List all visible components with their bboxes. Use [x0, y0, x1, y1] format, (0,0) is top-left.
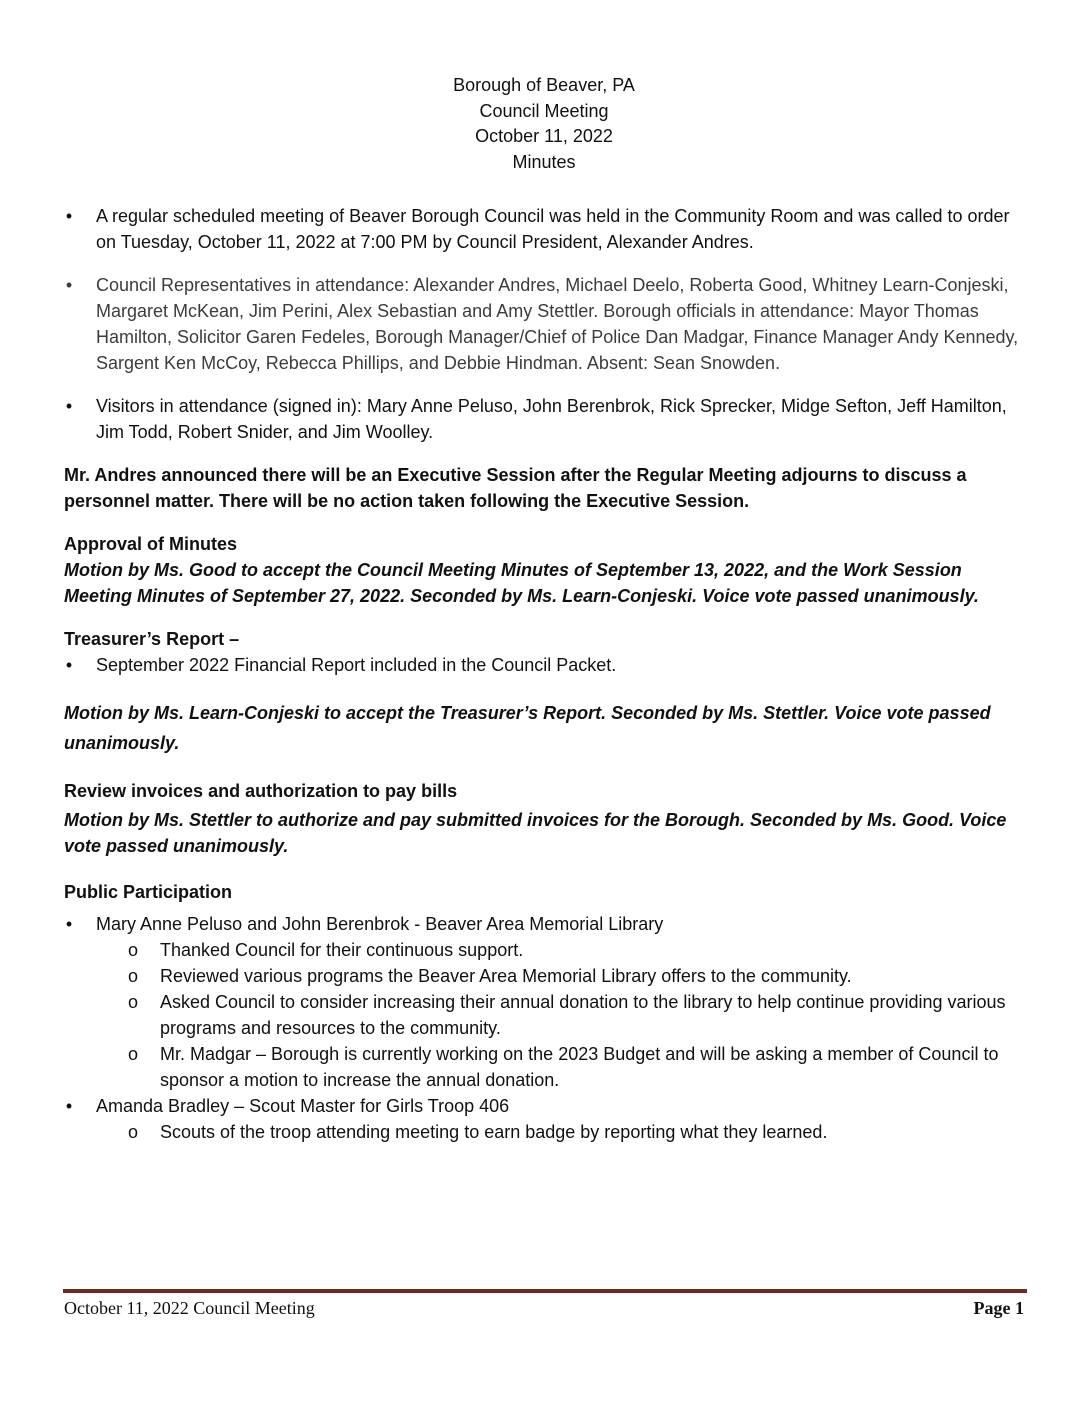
- sub-bullet-icon: o: [128, 940, 139, 960]
- attendance-text: Council Representatives in attendance: Alexander Andres, Michael Deelo, Roberta Good, Whitney Learn-Conjeski, Margaret McKean, Jim Perini, Alex Sebastian and Amy Stettler. Borough officials in attendance: Mayor Thomas Hamilton, Solicitor Garen Fedeles, Borough Manager/Chief of Police Dan Madgar, Finance Manager Andy Kennedy, Sargent Ken McCoy, Rebecca Phillips, and Debbie Hindman. Absent: Sean Snowden.: [96, 275, 1019, 373]
- page-number: [974, 1298, 1024, 1319]
- list-item-financial-report: [64, 652, 1034, 678]
- sub-list-item: [64, 963, 1034, 989]
- sub-bullet-icon: o: [128, 992, 139, 1012]
- treasurer-motion: Motion by Ms. Learn-Conjeski to accept the Treasurer’s Report. Seconded by Ms. Stettler. Voice vote passed unanimously.: [64, 703, 991, 753]
- bullet-icon: •: [65, 655, 73, 675]
- scout-master-text: Amanda Bradley – Scout Master for Girls Troop 406: [96, 1096, 510, 1116]
- sub-list-item: [64, 937, 1034, 963]
- sub-list-item: [64, 1041, 1034, 1093]
- invoices-motion: Motion by Ms. Stettler to authorize and pay submitted invoices for the Borough. Seconded by Ms. Good. Voice vote passed unanimously.: [64, 810, 1007, 856]
- header-borough: Borough of Beaver, PA: [453, 75, 635, 95]
- bullet-icon: •: [65, 275, 73, 295]
- footer-divider: [63, 1289, 1027, 1293]
- approval-minutes-motion: Motion by Ms. Good to accept the Council Meeting Minutes of September 13, 2022, and the Work Session Meeting Minutes of September 27, 2022. Seconded by Ms. Learn-Conjeski. Voice vote passed unanimously.: [64, 560, 979, 606]
- sub-item-text: Mr. Madgar – Borough is currently working on the 2023 Budget and will be asking a member of Council to sponsor a motion to increase the annual donation.: [160, 1044, 999, 1090]
- call-to-order-text: A regular scheduled meeting of Beaver Borough Council was held in the Community Room and was called to order on Tuesday, October 11, 2022 at 7:00 PM by Council President, Alexander Andres.: [96, 206, 1010, 252]
- document-body: [64, 203, 1034, 1145]
- document-header: [0, 73, 1088, 175]
- sub-list-item: [64, 989, 1034, 1041]
- list-item-attendance: [64, 272, 1034, 376]
- sub-item-text: Thanked Council for their continuous support.: [160, 940, 524, 960]
- sub-list-item: [64, 1119, 1034, 1145]
- header-date: October 11, 2022: [475, 126, 613, 146]
- list-item-call-to-order: [64, 203, 1034, 255]
- sub-item-text: Scouts of the troop attending meeting to earn badge by reporting what they learned.: [160, 1122, 828, 1142]
- sub-bullet-icon: o: [128, 966, 139, 986]
- page-label: Page: [973, 1298, 1011, 1318]
- sub-bullet-icon: o: [128, 1122, 139, 1142]
- executive-session-note: Mr. Andres announced there will be an Executive Session after the Regular Meeting adjourns to discuss a personnel matter. There will be no action taken following the Executive Session.: [64, 465, 967, 511]
- list-item-visitors: [64, 393, 1034, 445]
- sub-item-text: Reviewed various programs the Beaver Area Memorial Library offers to the community.: [160, 966, 852, 986]
- bullet-icon: •: [65, 914, 73, 934]
- sub-bullet-icon: o: [128, 1044, 139, 1064]
- header-meeting-type: Council Meeting: [479, 100, 609, 121]
- financial-report-text: September 2022 Financial Report included in the Council Packet.: [96, 655, 617, 675]
- bullet-icon: •: [65, 206, 73, 226]
- list-item-library: [64, 911, 1034, 937]
- approval-minutes-heading: Approval of Minutes: [64, 534, 238, 554]
- public-participation-heading: Public Participation: [64, 882, 233, 902]
- bullet-icon: •: [65, 1096, 73, 1116]
- page-footer: [64, 1298, 1024, 1319]
- list-item-scout-master: [64, 1093, 1034, 1119]
- treasurer-heading: Treasurer’s Report –: [64, 629, 240, 649]
- visitors-text: Visitors in attendance (signed in): Mary Anne Peluso, John Berenbrok, Rick Sprecker, Midge Sefton, Jeff Hamilton, Jim Todd, Robert Snider, and Jim Woolley.: [96, 396, 1007, 442]
- footer-meeting-label: October 11, 2022 Council Meeting: [64, 1298, 315, 1318]
- sub-item-text: Asked Council to consider increasing their annual donation to the library to help continue providing various programs and resources to the community.: [160, 992, 1006, 1038]
- invoices-heading: Review invoices and authorization to pay bills: [64, 781, 458, 801]
- page-number-value: 1: [1015, 1298, 1024, 1318]
- header-title: Minutes: [512, 151, 576, 172]
- bullet-icon: •: [65, 396, 73, 416]
- library-speakers-text: Mary Anne Peluso and John Berenbrok - Beaver Area Memorial Library: [96, 914, 664, 934]
